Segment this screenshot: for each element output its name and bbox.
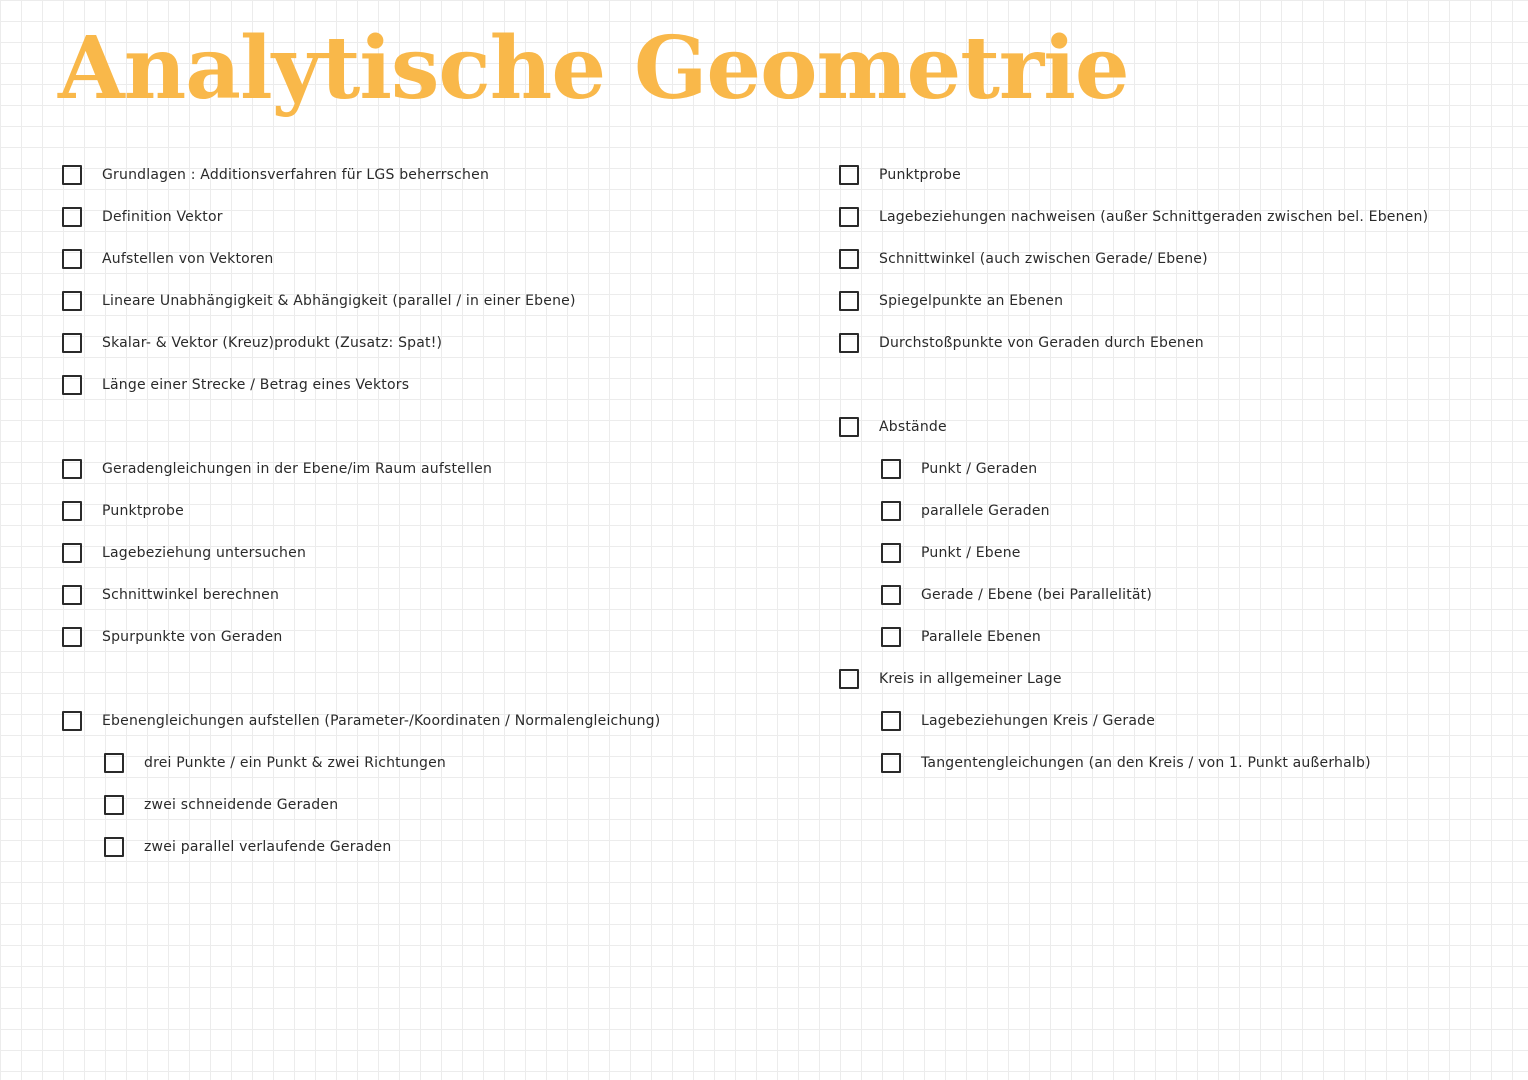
checkbox[interactable]	[104, 795, 124, 815]
checkbox[interactable]	[881, 585, 901, 605]
checklist-item-label: Kreis in allgemeiner Lage	[879, 671, 1062, 687]
checklist-item[interactable]	[62, 582, 279, 608]
checkbox[interactable]	[62, 459, 82, 479]
checkbox[interactable]	[881, 627, 901, 647]
checklist-subitem[interactable]	[881, 708, 1155, 734]
checkbox[interactable]	[104, 837, 124, 857]
checklist-item[interactable]	[62, 540, 306, 566]
checkbox[interactable]	[881, 459, 901, 479]
checklist-item[interactable]	[839, 162, 961, 188]
checklist-subitem[interactable]	[104, 834, 391, 860]
checkbox[interactable]	[881, 753, 901, 773]
checklist-item-label: Spurpunkte von Geraden	[102, 629, 283, 645]
checklist-item[interactable]	[62, 330, 442, 356]
checklist-item[interactable]	[839, 204, 1428, 230]
checkbox[interactable]	[62, 291, 82, 311]
checklist-item[interactable]	[839, 330, 1204, 356]
checkbox[interactable]	[839, 249, 859, 269]
checklist-item-label: Schnittwinkel berechnen	[102, 587, 280, 603]
checklist-item-label: Schnittwinkel (auch zwischen Gerade/ Ebene)	[879, 251, 1208, 267]
checkbox[interactable]	[62, 543, 82, 563]
checklist-item-label: zwei parallel verlaufende Geraden	[144, 839, 392, 855]
checklist-item-label: Geradengleichungen in der Ebene/im Raum aufstellen	[102, 461, 493, 477]
checklist-item-label: Skalar- & Vektor (Kreuz)produkt (Zusatz: Spat!)	[102, 335, 443, 351]
checklist-item-label: Lineare Unabhängigkeit & Abhängigkeit (parallel / in einer Ebene)	[102, 293, 576, 309]
checklist-item-label: Durchstoßpunkte von Geraden durch Ebenen	[879, 335, 1204, 351]
checklist-item-label: Definition Vektor	[102, 209, 223, 225]
checklist-item[interactable]	[839, 246, 1208, 272]
checklist-item[interactable]	[839, 666, 1062, 692]
checklist-item-label: Spiegelpunkte an Ebenen	[879, 293, 1064, 309]
checklist-item-label: Punktprobe	[879, 167, 961, 183]
checklist-item-label: Gerade / Ebene (bei Parallelität)	[921, 587, 1153, 603]
checklist-subitem[interactable]	[881, 624, 1041, 650]
checklist-item-label: Lagebeziehungen Kreis / Gerade	[921, 713, 1156, 729]
checklist-subitem[interactable]	[881, 498, 1050, 524]
checklist-item[interactable]	[62, 624, 282, 650]
checklist-subitem[interactable]	[881, 456, 1037, 482]
checkbox[interactable]	[839, 669, 859, 689]
checklist-subitem[interactable]	[104, 750, 446, 776]
checklist-item[interactable]	[62, 498, 184, 524]
checkbox[interactable]	[839, 207, 859, 227]
checkbox[interactable]	[62, 333, 82, 353]
checklist-item[interactable]	[839, 288, 1063, 314]
checkbox[interactable]	[881, 501, 901, 521]
checklist-item-label: Punktprobe	[102, 503, 184, 519]
checklist-item-label: parallele Geraden	[921, 503, 1050, 519]
checklist-item[interactable]	[62, 162, 489, 188]
checkbox[interactable]	[62, 585, 82, 605]
checklist-item-label: zwei schneidende Geraden	[144, 797, 339, 813]
checkbox[interactable]	[881, 543, 901, 563]
checkbox[interactable]	[62, 375, 82, 395]
checklist-item-label: Lagebeziehung untersuchen	[102, 545, 307, 561]
checkbox[interactable]	[62, 627, 82, 647]
checklist-item-label: Punkt / Geraden	[921, 461, 1038, 477]
checkbox[interactable]	[62, 207, 82, 227]
checklist-subitem[interactable]	[881, 540, 1021, 566]
checklist-subitem[interactable]	[104, 792, 338, 818]
checklist-item-label: drei Punkte / ein Punkt & zwei Richtungen	[144, 755, 446, 771]
checklist-item-label: Parallele Ebenen	[921, 629, 1041, 645]
checkbox[interactable]	[62, 249, 82, 269]
checklist-item[interactable]	[839, 414, 947, 440]
checklist-item[interactable]	[62, 456, 492, 482]
checkbox[interactable]	[104, 753, 124, 773]
checklist-item-label: Tangentengleichungen (an den Kreis / von 1. Punkt außerhalb)	[921, 755, 1371, 771]
checklist-subitem[interactable]	[881, 750, 1371, 776]
checklist-item-label: Aufstellen von Vektoren	[102, 251, 274, 267]
checklist-item-label: Abstände	[879, 419, 947, 435]
checkbox[interactable]	[839, 417, 859, 437]
checklist-item-label: Lagebeziehungen nachweisen (außer Schnittgeraden zwischen bel. Ebenen)	[879, 209, 1429, 225]
checklist-item[interactable]	[62, 288, 576, 314]
checklist-item-label: Länge einer Strecke / Betrag eines Vektors	[102, 377, 410, 393]
checkbox[interactable]	[839, 291, 859, 311]
checkbox[interactable]	[839, 165, 859, 185]
checklist-item-label: Punkt / Ebene	[921, 545, 1021, 561]
checklist-subitem[interactable]	[881, 582, 1152, 608]
checklist-item-label: Ebenengleichungen aufstellen (Parameter-/Koordinaten / Normalengleichung)	[102, 713, 661, 729]
checklist-item[interactable]	[62, 204, 223, 230]
checkbox[interactable]	[62, 711, 82, 731]
checkbox[interactable]	[62, 165, 82, 185]
checkbox[interactable]	[62, 501, 82, 521]
checklist-item[interactable]	[62, 708, 660, 734]
checklist-item[interactable]	[62, 246, 273, 272]
checkbox[interactable]	[839, 333, 859, 353]
checkbox[interactable]	[881, 711, 901, 731]
checklist-item-label: Grundlagen : Additionsverfahren für LGS beherrschen	[102, 167, 490, 183]
page-title: Analytische Geometrie	[58, 18, 1129, 119]
checklist-item[interactable]	[62, 372, 409, 398]
